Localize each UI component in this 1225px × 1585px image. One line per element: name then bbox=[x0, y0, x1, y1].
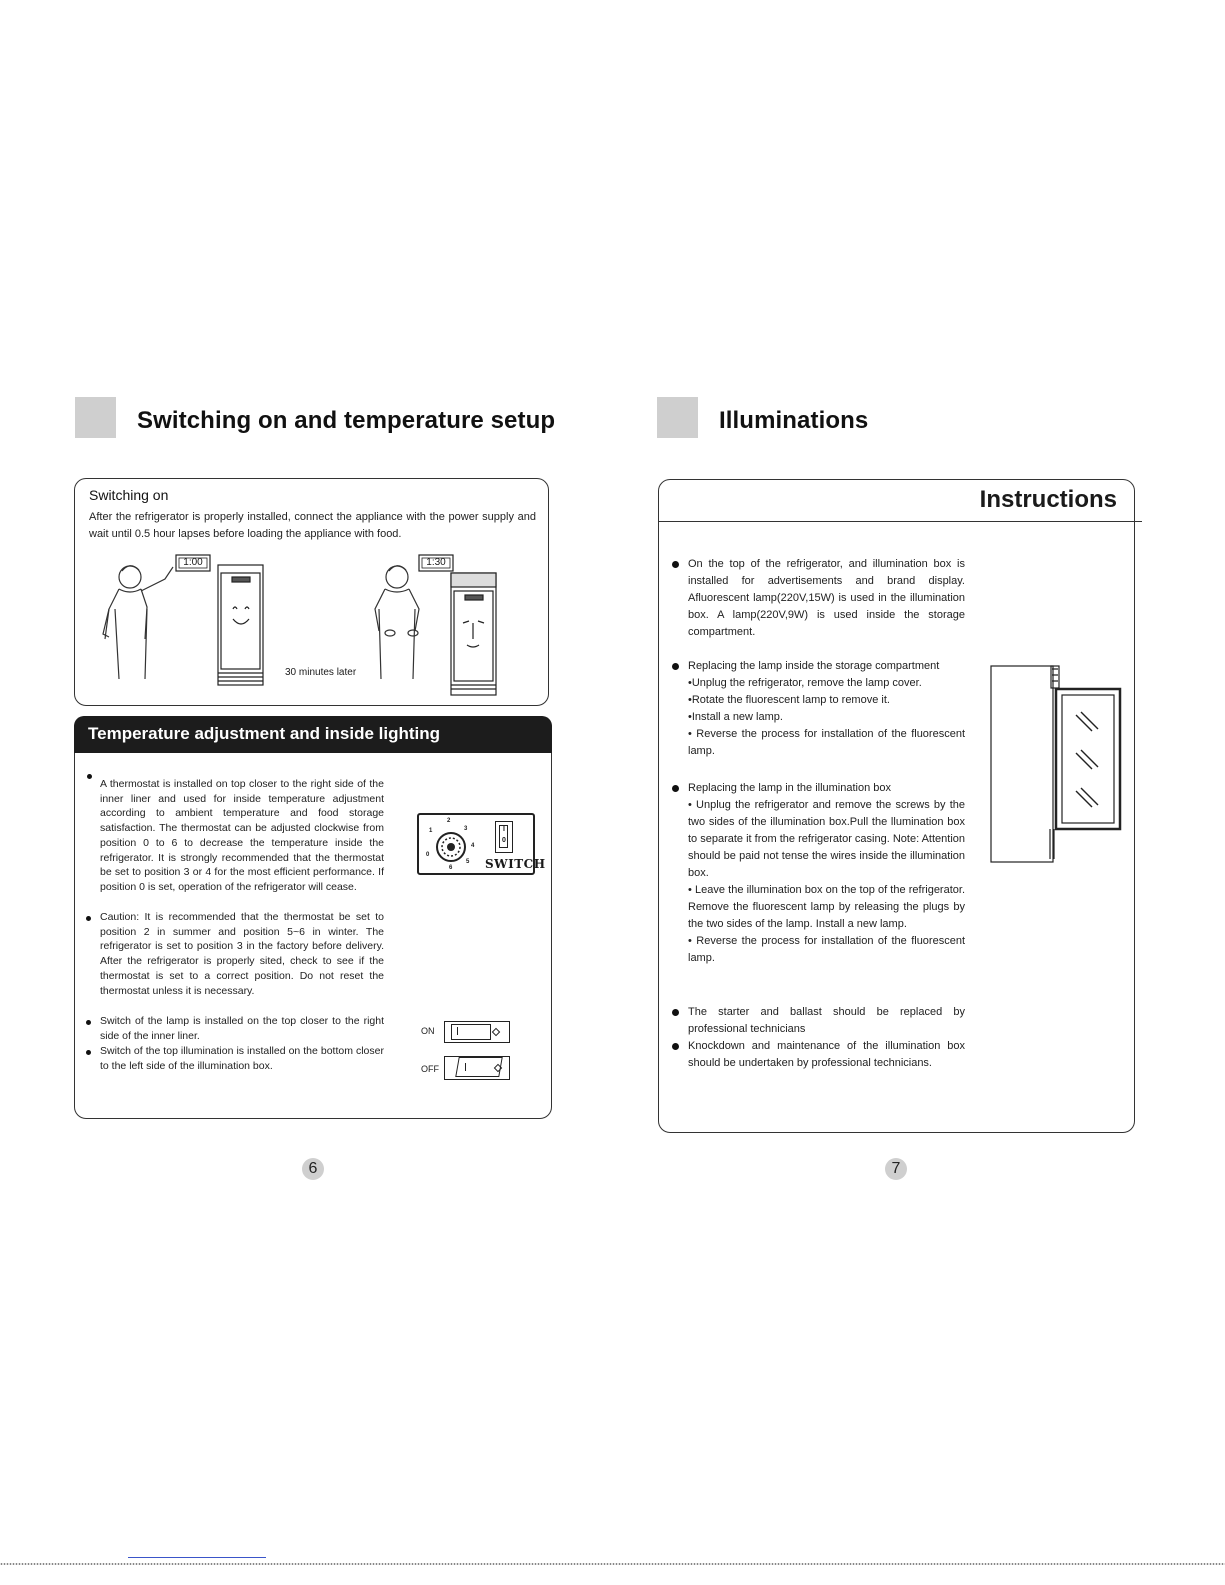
dial-mark-4: 4 bbox=[471, 843, 475, 849]
rocker-switch-icon: I 0 bbox=[495, 821, 513, 853]
replace-illumination-lamp-item: Replacing the lamp in the illumination box • Unplug the refrigerator and remove the screws by the two sides of the illumination box.Pull the llumination box to separate it from the refrigerator casing. Note: Attention should be paid not tense the wires inside the illumination box. • Leave the illumination box on the top of the refrigerator. Remove the fluorescent lamp by releasing the plugs by the two sides of the lamp. Install a new lamp. • Reverse the process for installation of the fluorescent lamp. bbox=[688, 780, 965, 967]
switch-label: SWITCH bbox=[485, 857, 546, 871]
bottom-dotted-edge bbox=[0, 1563, 1225, 1565]
instructions-rule bbox=[658, 521, 1142, 522]
page-title-right: Illuminations bbox=[719, 407, 869, 434]
dial-mark-2: 2 bbox=[447, 818, 451, 824]
thermostat-paragraph: A thermostat is installed on top closer to the right side of the inner liner and used for inside temperature adjustment according to ambient temperature and food storage satisfaction. The thermostat can be adjusted clockwise from position 0 to 6 to decrease the temperature inside the refrigerator. It is strongly recommended that the thermostat be set to position 3 or 4 for the most efficient performance. If position 0 is set, operation of the refrigerator will cease. bbox=[100, 778, 384, 893]
off-switch-icon bbox=[444, 1056, 510, 1080]
switching-on-heading: Switching on bbox=[89, 487, 169, 503]
dial-mark-0: 0 bbox=[426, 852, 430, 858]
dial-mark-5: 5 bbox=[466, 859, 470, 865]
starter-ballast-item: The starter and ballast should be replaced by professional technicians bbox=[688, 1004, 965, 1038]
thermostat-panel bbox=[417, 813, 546, 875]
instructions-title: Instructions bbox=[979, 486, 1117, 513]
section-marker-right bbox=[657, 397, 698, 438]
dial-mark-6: 6 bbox=[449, 865, 453, 871]
switching-on-box bbox=[74, 478, 549, 706]
illumination-maintenance-item: Knockdown and maintenance of the illumination box should be undertaken by professional technicians. bbox=[688, 1038, 965, 1072]
on-label: ON bbox=[421, 1026, 435, 1036]
replace-storage-lamp-item: Replacing the lamp inside the storage compartment •Unplug the refrigerator, remove the lamp cover. •Rotate the fluorescent lamp to remove it. •Install a new lamp. • Reverse the process for installation of the fluorescent lamp. bbox=[688, 658, 965, 760]
off-label: OFF bbox=[421, 1064, 439, 1074]
empty-bullet bbox=[87, 774, 92, 779]
caution-paragraph: Caution: It is recommended that the thermostat be set to position 2 in summer and position 5~6 in winter. The refrigerator is set to position 3 in the factory before delivery. After the refrigerator is properly sited, check to see if the thermostat is set to a correct position. Do not reset the thermostat unless it is necessary. bbox=[100, 910, 384, 998]
illumination-overview-item: On the top of the refrigerator, and illumination box is installed for advertisements and brand display. Afluorescent lamp(220V,15W) is used in the illumination box. A lamp(220V,9W) is used inside the storage compartment. bbox=[688, 556, 965, 641]
lamp-switch-paragraph: Switch of the lamp is installed on the top closer to the right side of the inner liner. bbox=[100, 1014, 384, 1043]
clock-before-label: 1:00 bbox=[183, 557, 203, 568]
on-switch-icon bbox=[444, 1021, 510, 1043]
time-lapse-caption: 30 minutes later bbox=[285, 667, 357, 678]
switching-on-text: After the refrigerator is properly installed, connect the appliance with the power supply and wait until 0.5 hour lapses before loading the appliance with food. bbox=[89, 511, 536, 540]
dial-mark-1: 1 bbox=[429, 828, 433, 834]
section-marker-left bbox=[75, 397, 116, 438]
bottom-link-underline bbox=[128, 1557, 266, 1558]
clock-after-label: 1:30 bbox=[426, 557, 446, 568]
fridge-side-illustration bbox=[988, 663, 1123, 868]
page-title-left: Switching on and temperature setup bbox=[137, 407, 556, 434]
page-number-right: 7 bbox=[885, 1158, 907, 1180]
illumination-switch-paragraph: Switch of the top illumination is installed on the bottom closer to the left side of the illumination box. bbox=[100, 1044, 384, 1073]
temperature-header: Temperature adjustment and inside lighting bbox=[74, 716, 552, 753]
dial-mark-3: 3 bbox=[464, 826, 468, 832]
page-number-left: 6 bbox=[302, 1158, 324, 1180]
temperature-box bbox=[74, 716, 552, 1119]
